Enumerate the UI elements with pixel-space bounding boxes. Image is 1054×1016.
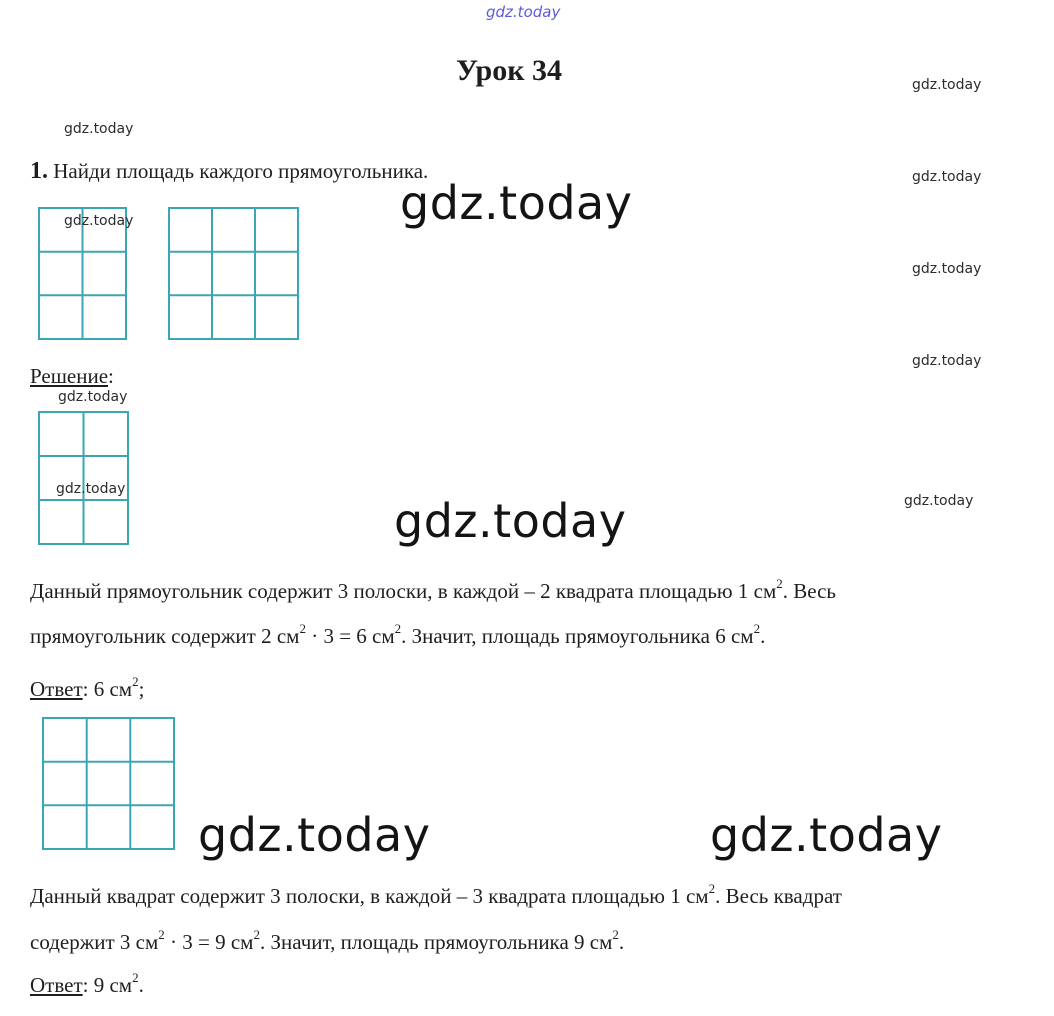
watermark-large: gdz.today: [394, 494, 627, 548]
solution-text-line: [30, 563, 836, 614]
watermark-top: gdz.today: [486, 3, 561, 21]
text-span: ;: [138, 677, 145, 701]
answer-label: Ответ: [30, 677, 83, 701]
watermark-small: gdz.today: [56, 481, 126, 497]
solution-rectangle-grid: [38, 411, 130, 546]
superscript: 2: [753, 621, 761, 636]
text-span: прямоугольник содержит 2 см: [30, 624, 300, 648]
watermark-small: gdz.today: [912, 353, 982, 369]
superscript: 2: [612, 927, 619, 942]
task-text: Найди площадь каждого прямоугольника.: [53, 159, 429, 183]
watermark-small: gdz.today: [64, 121, 134, 137]
solution-square-grid: [42, 717, 176, 851]
superscript: 2: [708, 881, 716, 896]
text-span: · 3 = 9 см: [164, 930, 254, 954]
answer-value: : 9 см: [82, 973, 133, 997]
answer-line: [30, 661, 144, 712]
superscript: 2: [394, 621, 402, 636]
solution-text-line: [30, 608, 765, 659]
task-statement: [30, 158, 428, 185]
text-span: . Весь: [782, 579, 836, 603]
text-span: Данный прямоугольник содержит 3 полоски, в каждой – 2 квадрата площадью 1 см: [30, 579, 777, 603]
task-square-grid: [168, 207, 300, 341]
text-span: содержит 3 см: [30, 930, 159, 954]
watermark-small: gdz.today: [58, 389, 128, 405]
watermark-small: gdz.today: [64, 213, 134, 229]
superscript: 2: [776, 576, 783, 591]
solution-text-line: [30, 868, 842, 919]
solution-label: Решение: [30, 364, 109, 388]
text-span: . Значит, площадь прямоугольника 6 см: [401, 624, 754, 648]
watermark-small: gdz.today: [912, 261, 982, 277]
text-span: · 3 = 6 см: [305, 624, 395, 648]
text-span: .: [618, 930, 625, 954]
page-title: Урок 34: [456, 54, 563, 87]
superscript: 2: [253, 927, 260, 942]
task-number: 1.: [30, 158, 48, 184]
watermark-small: gdz.today: [912, 77, 982, 93]
text-span: .: [760, 624, 766, 648]
text-span: . Значит, площадь прямоугольника 9 см: [259, 930, 613, 954]
superscript: 2: [299, 621, 306, 636]
watermark-small: gdz.today: [904, 493, 974, 509]
text-span: . Весь квадрат: [715, 884, 842, 908]
watermark-large: gdz.today: [400, 176, 633, 230]
watermark-small: gdz.today: [912, 169, 982, 185]
text-span: Данный квадрат содержит 3 полоски, в каждой – 3 квадрата площадью 1 см: [30, 884, 709, 908]
watermark-large: gdz.today: [198, 808, 431, 862]
answer-value: : 6 см: [82, 677, 133, 701]
solution-heading: [30, 364, 114, 389]
watermark-large: gdz.today: [710, 808, 943, 862]
text-span: .: [138, 973, 144, 997]
solution-colon: :: [108, 364, 114, 388]
answer-label: Ответ: [30, 973, 83, 997]
answer-line: [30, 957, 144, 1008]
superscript: 2: [158, 927, 165, 942]
superscript: 2: [132, 674, 139, 689]
superscript: 2: [132, 970, 139, 985]
